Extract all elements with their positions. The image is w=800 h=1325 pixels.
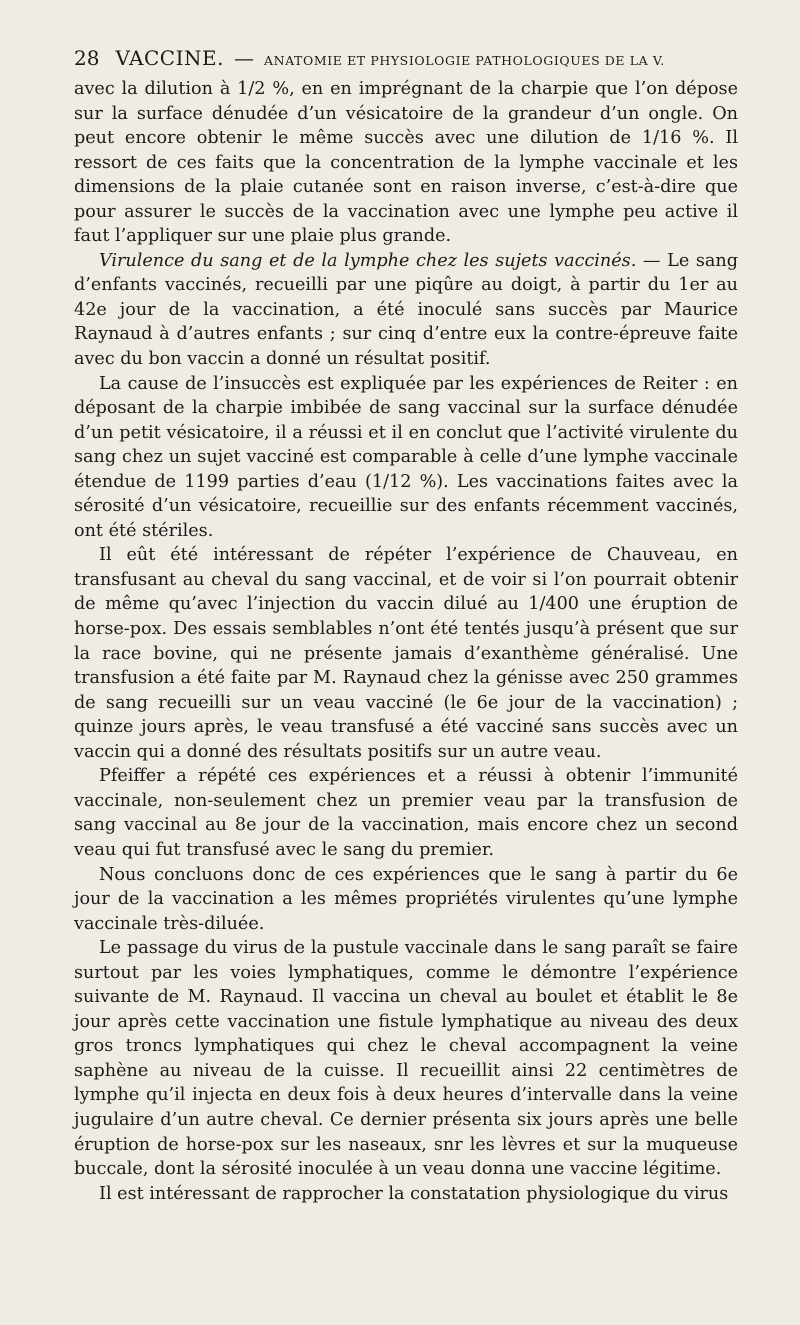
body-text — [74, 77, 738, 1206]
paragraph-7 — [74, 936, 738, 1181]
paragraph-4 — [74, 543, 738, 764]
paragraph-text: Le passage du virus de la pustule vaccinale dans le sang paraît se faire surtout par les voies lymphatiques, comme le démontre l’expérience suivante de M. Raynaud. Il vaccina un cheval au boulet et établit le 8e jour après cette vaccination une fistule lymphatique au niveau des deux gros troncs lymphatiques qui chez le cheval accompagnent la veine saphène au niveau de la cuisse. Il recueillit ainsi 22 centimètres de lymphe qu’il injecta en deux fois à deux heures d’intervalle dans la veine jugulaire d’un autre cheval. Ce dernier présenta six jours après une belle éruption de horse-pox sur les naseaux, snr les lèvres et sur la muqueuse buccale, dont la sérosité inoculée à un veau donna une vaccine légitime. — [74, 938, 738, 1180]
paragraph-text: La cause de l’insuccès est expliquée par les expériences de Reiter : en déposant de la charpie imbibée de sang vaccinal sur la surface dénudée d’un petit vésicatoire, il a réussi et il en conclut que l’activité virulente du sang chez un sujet vacciné est comparable à celle d’une lymphe vaccinale étendue de 1199 parties d’eau (1/12 %). Les vaccinations faites avec la sérosité d’un vésicatoire, recueillie sur des enfants récemment vaccinés, ont été stériles. — [74, 373, 738, 541]
paragraph-text: Il eût été intéressant de répéter l’expérience de Chauveau, en transfusant au cheval du sang vaccinal, et de voir si l’on pourrait obtenir de même qu’avec l’injection du vaccin dilué au 1/400 une éruption de horse-pox. Des essais semblables n’ont été tentés jusqu’à présent que sur la race bovine, qui ne présente jamais d’exanthème généralisé. Une transfusion a été faite par M. Raynaud chez la génisse avec 250 grammes de sang recueilli sur un veau vacciné (le 6e jour de la vaccination) ; quinze jours après, le veau transfusé a été vacciné sans succès avec un vaccin qui a donné des résultats positifs sur un autre veau. — [74, 545, 738, 762]
paragraph-2 — [74, 249, 738, 372]
header-subtitle: ANATOMIE ET PHYSIOLOGIE PATHOLOGIQUES DE LA V. — [263, 53, 665, 68]
paragraph-text: Il est intéressant de rapprocher la constatation physiologique du virus — [99, 1183, 729, 1204]
paragraph-text: Nous concluons donc de ces expériences que le sang à partir du 6e jour de la vaccination a les mêmes propriétés virulentes qu’une lymphe vaccinale très-diluée. — [74, 864, 738, 934]
running-header — [74, 44, 738, 75]
paragraph-text: — Le sang d’enfants vaccinés, recueilli par une piqûre au doigt, à partir du 1er au 42e jour de la vaccination, a été inoculé sans succès par Maurice Raynaud à d’autres enfants ; sur cinq d’entre eux la contre-épreuve faite avec du bon vaccin a donné un résultat positif. — [74, 250, 738, 370]
page-number: 28 — [74, 46, 100, 70]
header-dash: — — [233, 46, 254, 70]
paragraph-3 — [74, 372, 738, 544]
paragraph-8 — [74, 1182, 738, 1207]
paragraph-5 — [74, 764, 738, 862]
paragraph-6 — [74, 863, 738, 937]
paragraph-lead: Virulence du sang et de la lymphe chez les sujets vaccinés. — [99, 250, 637, 271]
header-title: VACCINE. — [115, 46, 224, 70]
paragraph-1 — [74, 77, 738, 249]
paragraph-text: avec la dilution à 1/2 %, en en imprégnant de la charpie que l’on dépose sur la surface dénudée d’un vésicatoire de la grandeur d’un ongle. On peut encore obtenir le même succès avec une dilution de 1/16 %. Il ressort de ces faits que la concentration de la lymphe vaccinale et les dimensions de la plaie cutanée sont en raison inverse, c’est-à-dire que pour assurer le succès de la vaccination avec une lymphe peu active il faut l’appliquer sur une plaie plus grande. — [74, 79, 738, 247]
paragraph-text: Pfeiffer a répété ces expériences et a réussi à obtenir l’immunité vaccinale, non-seulement chez un premier veau par la transfusion de sang vaccinal au 8e jour de la vaccination, mais encore chez un second veau qui fut transfusé avec le sang du premier. — [74, 766, 738, 860]
